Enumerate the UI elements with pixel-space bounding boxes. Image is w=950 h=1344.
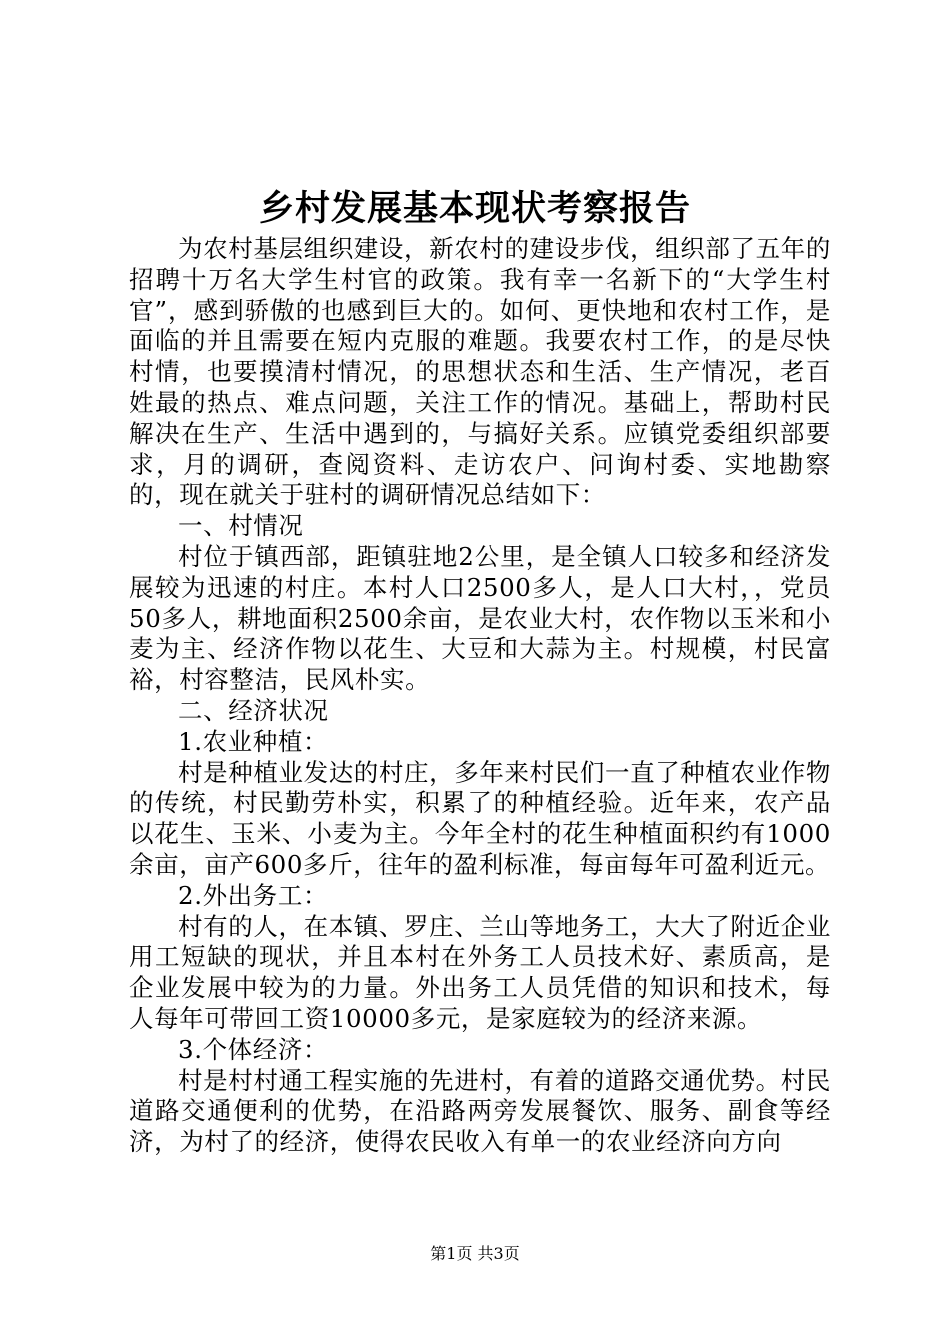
subheading-agriculture: 1.农业种植： — [178, 726, 329, 756]
paragraph-migrant-work: 村有的人，在本镇、罗庄、兰山等地务工，大大了附近企业用工短缺的现状，并且本村在外务工人员技术好、素质高，是企业发展中较为的力量。外出务工人员凭借的知识和技术，每人每年可带回工资10000多元，是家庭较为的经济来源。 — [129, 911, 831, 1033]
paragraph-private-economy: 村是村村通工程实施的先进村，有着的道路交通优势。村民道路交通便利的优势，在沿路两旁发展餐饮、服务、副食等经济，为村了的经济，使得农民收入有单一的农业经济向方向 — [129, 1065, 831, 1157]
paragraph-intro: 为农村基层组织建设，新农村的建设步伐，组织部了五年的招聘十万名大学生村官的政策。我有幸一名新下的“大学生村官”，感到骄傲的也感到巨大的。如何、更快地和农村工作，是面临的并且需要在短内克服的难题。我要农村工作，的是尽快村情，也要摸清村情况，的思想状态和生活、生产情况，老百姓最的热点、难点问题，关注工作的情况。基础上，帮助村民解决在生产、生活中遇到的，与搞好关系。应镇党委组织部要求，月的调研，查阅资料、走访农户、问询村委、实地勘察的，现在就关于驻村的调研情况总结如下： — [129, 234, 831, 510]
page-footer: 第1页 共3页 — [430, 1244, 520, 1263]
document-title: 乡村发展基本现状考察报告 — [258, 188, 691, 229]
subheading-migrant-work: 2.外出务工： — [178, 880, 329, 910]
paragraph-village: 村位于镇西部，距镇驻地2公里，是全镇人口较多和经济发展较为迅速的村庄。本村人口2500多人，是人口大村，，党员50多人，耕地面积2500余亩，是农业大村，农作物以玉米和小麦为主、经济作物以花生、大豆和大蒜为主。村规模，村民富裕，村容整洁，民风朴实。 — [129, 541, 831, 695]
section-heading-village: 一、村情况 — [178, 511, 304, 541]
section-heading-economy: 二、经济状况 — [178, 695, 329, 725]
document-body — [129, 234, 831, 1158]
paragraph-agriculture: 村是种植业发达的村庄，多年来村民们一直了种植农业作物的传统，村民勤劳朴实，积累了的种植经验。近年来，农产品以花生、玉米、小麦为主。今年全村的花生种植面积约有1000余亩，亩产600多斤，往年的盈利标准，每亩每年可盈利近元。 — [129, 757, 831, 879]
subheading-private-economy: 3.个体经济： — [178, 1034, 329, 1064]
